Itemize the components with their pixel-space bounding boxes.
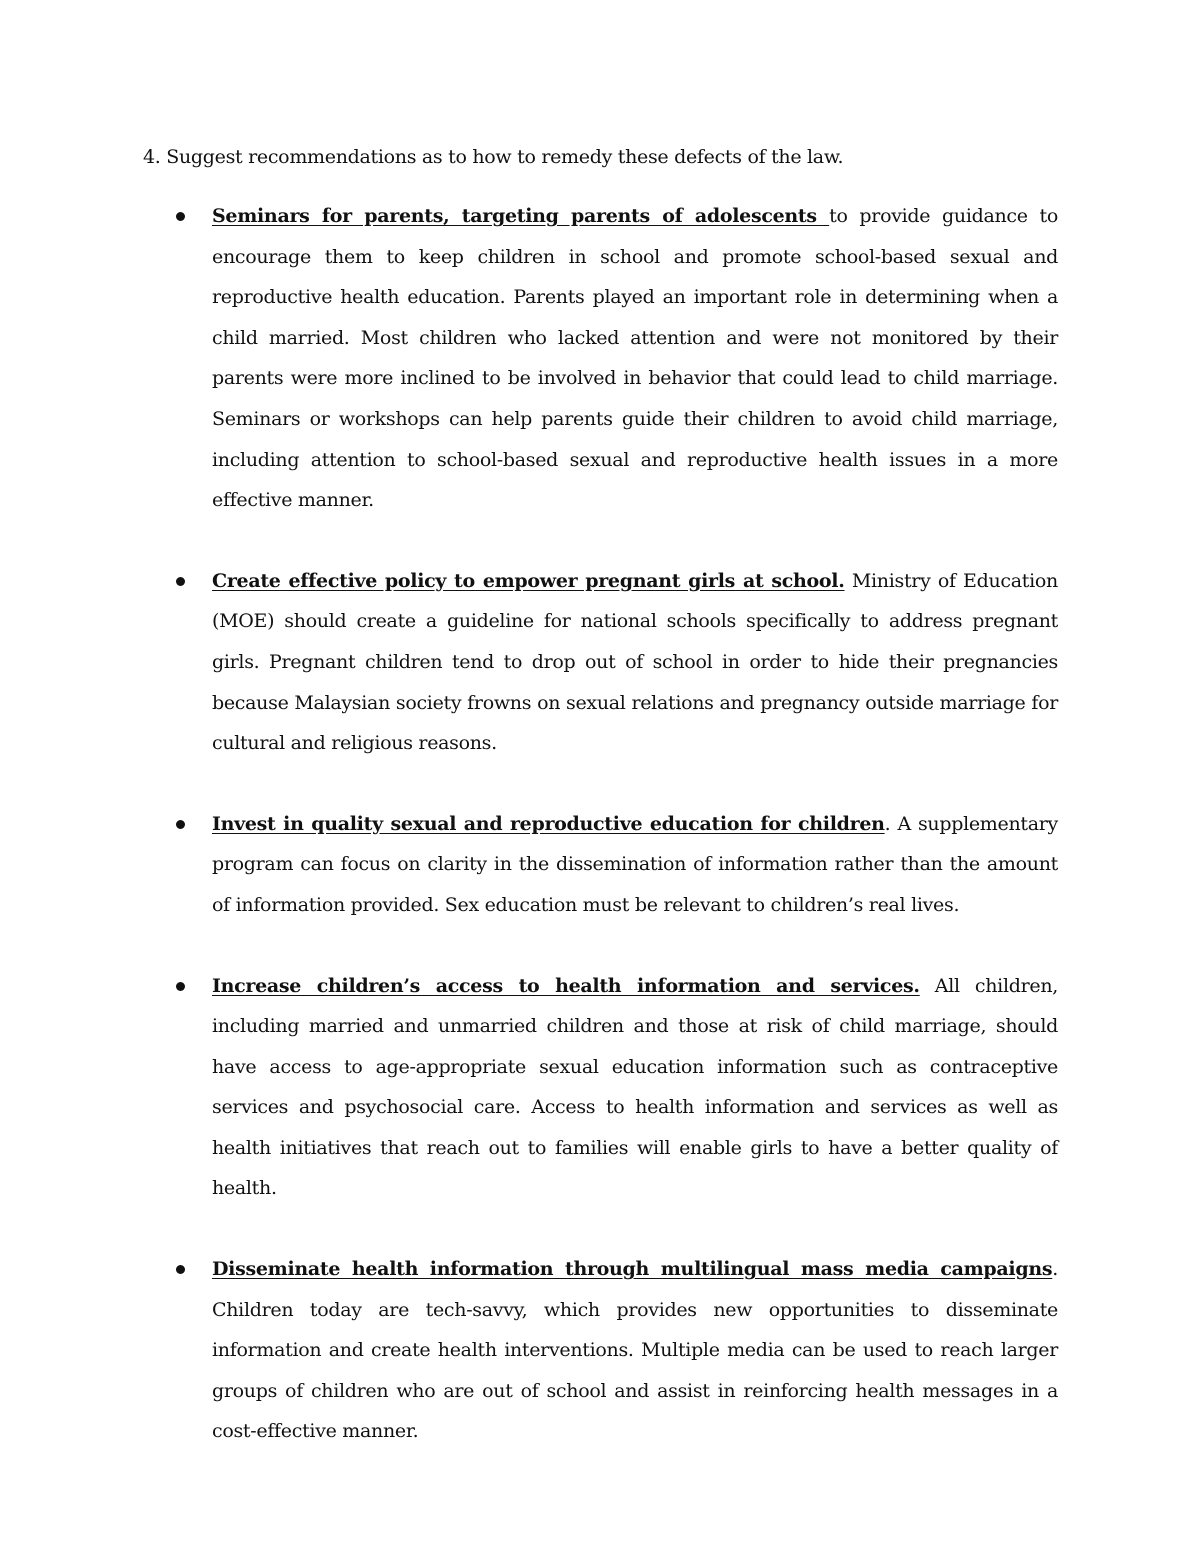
recommendation-item (0, 561, 1200, 764)
recommendation-body: Ministry of Education (MOE) should create a guideline for national schools specifically to address pregnant girls. Pregnant children tend to drop out of school in order to hide their pregnancies because Malaysian society frowns on sexual relations and pregnancy outside marriage for cultural and religious reasons. (212, 569, 1058, 755)
recommendation-body: . Children today are tech-savvy, which provides new opportunities to disseminate information and create health interventions. Multiple media can be used to reach larger groups of children who are out of school and assist in reinforcing health messages in a cost-effective manner. (212, 1258, 1058, 1443)
recommendation-item (0, 196, 1200, 521)
recommendation-title: Seminars for parents, targeting parents of adolescents (212, 205, 830, 227)
recommendation-body: to provide guidance to encourage them to keep children in school and promote school-based sexual and reproductive health education. Parents played an important role in determining when a child married. Most children who lacked attention and were not monitored by their parents were more inclined to be involved in behavior that could lead to child marriage. Seminars or workshops can help parents guide their children to avoid child marriage, including attention to school-based sexual and reproductive health issues in a more effective manner. (212, 205, 1058, 512)
recommendations-list (0, 196, 1200, 1492)
question-heading: 4. Suggest recommendations as to how to remedy these defects of the law. (143, 146, 844, 168)
recommendation-text (212, 804, 1058, 926)
recommendation-text (212, 561, 1058, 764)
bullet-icon (176, 820, 185, 829)
bullet-icon (176, 1265, 185, 1274)
recommendation-text (212, 196, 1058, 521)
recommendation-title: Disseminate health information through multilingual mass media campaigns (212, 1258, 1053, 1281)
recommendation-text (212, 966, 1058, 1210)
bullet-icon (176, 577, 185, 586)
recommendation-title: Create effective policy to empower pregnant girls at school. (212, 569, 845, 592)
recommendation-title: Invest in quality sexual and reproductive education for children (212, 812, 885, 835)
recommendation-title: Increase children’s access to health information and services. (212, 974, 920, 997)
recommendation-body: . A supplementary program can focus on clarity in the dissemination of information rather than the amount of information provided. Sex education must be relevant to children’s real lives. (212, 812, 1058, 916)
bullet-icon (176, 212, 185, 221)
bullet-icon (176, 982, 185, 991)
recommendation-text (212, 1249, 1058, 1452)
recommendation-item (0, 804, 1200, 926)
recommendation-item (0, 966, 1200, 1210)
recommendation-body: All children, including married and unmarried children and those at risk of child marriage, should have access to age-appropriate sexual education information such as contraceptive services and psychosocial care. Access to health information and services as well as health initiatives that reach out to families will enable girls to have a better quality of health. (212, 974, 1058, 1200)
recommendation-item (0, 1249, 1200, 1452)
